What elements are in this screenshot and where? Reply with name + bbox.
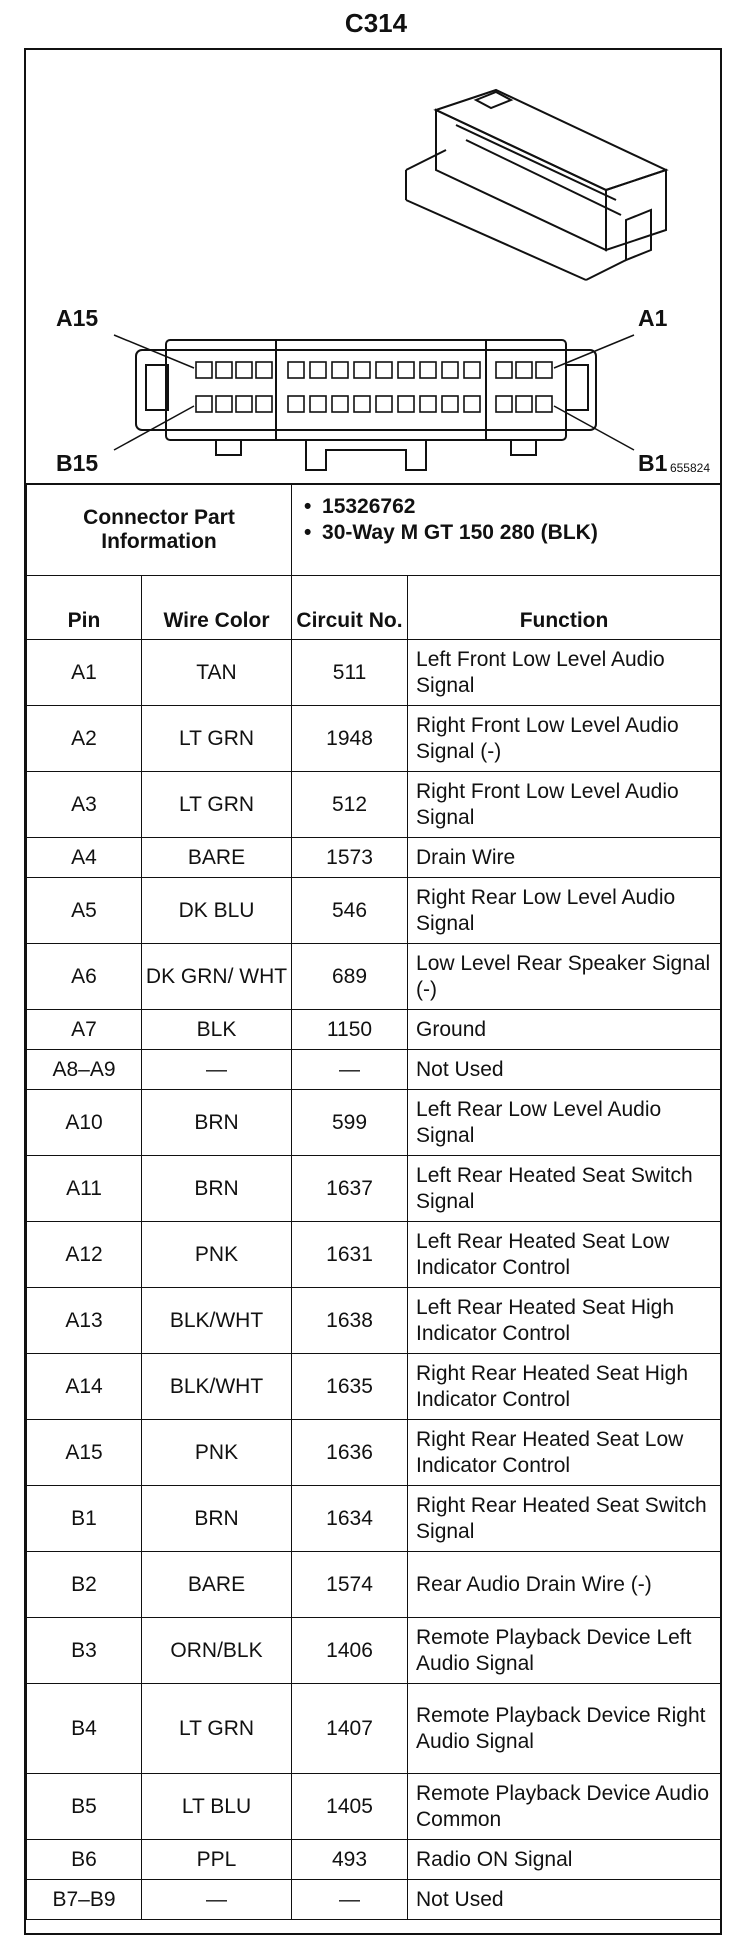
table-row <box>27 838 721 878</box>
cell-wire-color: BRN <box>142 1486 292 1552</box>
label-a1: A1 <box>638 305 668 331</box>
cell-circuit: 1631 <box>292 1222 408 1288</box>
cell-circuit: — <box>292 1050 408 1090</box>
cell-function: Right Rear Heated Seat Low Indicator Control <box>408 1420 721 1486</box>
cell-pin: A1 <box>27 640 142 706</box>
table-row <box>27 1840 721 1880</box>
cell-pin: A10 <box>27 1090 142 1156</box>
cell-pin: A4 <box>27 838 142 878</box>
connector-frame <box>24 48 722 1935</box>
cell-circuit: 1637 <box>292 1156 408 1222</box>
cell-function: Right Front Low Level Audio Signal <box>408 772 721 838</box>
cell-wire-color: BARE <box>142 1552 292 1618</box>
cell-wire-color: — <box>142 1050 292 1090</box>
cell-circuit: 1406 <box>292 1618 408 1684</box>
header-wire-color: Wire Color <box>142 576 292 640</box>
cell-wire-color: BARE <box>142 838 292 878</box>
cell-pin: A8–A9 <box>27 1050 142 1090</box>
cell-wire-color: TAN <box>142 640 292 706</box>
cell-pin: A3 <box>27 772 142 838</box>
cell-function: Right Rear Heated Seat High Indicator Control <box>408 1354 721 1420</box>
cell-pin: B1 <box>27 1486 142 1552</box>
cell-wire-color: — <box>142 1880 292 1920</box>
cell-pin: B5 <box>27 1774 142 1840</box>
cell-pin: B3 <box>27 1618 142 1684</box>
cell-wire-color: LT GRN <box>142 706 292 772</box>
cell-circuit: 1150 <box>292 1010 408 1050</box>
header-circuit: Circuit No. <box>292 576 408 640</box>
pin-leader-lines <box>114 335 634 450</box>
connector-figure <box>26 50 720 485</box>
table-row <box>27 640 721 706</box>
cell-wire-color: PPL <box>142 1840 292 1880</box>
table-row <box>27 1880 721 1920</box>
cell-circuit: 546 <box>292 878 408 944</box>
cell-function: Low Level Rear Speaker Signal (-) <box>408 944 721 1010</box>
cell-wire-color: DK GRN/ WHT <box>142 944 292 1010</box>
cell-wire-color: DK BLU <box>142 878 292 944</box>
connector-info-item: • 15326762 <box>304 494 708 520</box>
cell-function: Left Front Low Level Audio Signal <box>408 640 721 706</box>
cell-function: Ground <box>408 1010 721 1050</box>
table-row <box>27 1552 721 1618</box>
cell-wire-color: PNK <box>142 1420 292 1486</box>
header-row <box>27 576 721 640</box>
cell-function: Right Front Low Level Audio Signal (-) <box>408 706 721 772</box>
cell-function: Left Rear Heated Seat Switch Signal <box>408 1156 721 1222</box>
cell-wire-color: BRN <box>142 1156 292 1222</box>
figure-id: 655824 <box>669 461 710 475</box>
connector-face-view <box>136 340 596 470</box>
table-row <box>27 1684 721 1774</box>
label-b15: B15 <box>56 450 99 476</box>
table-row <box>27 1486 721 1552</box>
header-function: Function <box>408 576 721 640</box>
cell-circuit: 1405 <box>292 1774 408 1840</box>
cell-circuit: 1638 <box>292 1288 408 1354</box>
table-row <box>27 1090 721 1156</box>
cell-pin: A7 <box>27 1010 142 1050</box>
table-row <box>27 706 721 772</box>
connector-info-label: Connector Part Information <box>27 484 292 576</box>
cell-pin: A12 <box>27 1222 142 1288</box>
label-b1: B1 <box>638 450 668 476</box>
cell-function: Not Used <box>408 1880 721 1920</box>
table-row <box>27 1354 721 1420</box>
cell-wire-color: LT BLU <box>142 1774 292 1840</box>
cell-circuit: 1636 <box>292 1420 408 1486</box>
cell-function: Drain Wire <box>408 838 721 878</box>
cell-function: Not Used <box>408 1050 721 1090</box>
cell-pin: B6 <box>27 1840 142 1880</box>
cell-circuit: 1634 <box>292 1486 408 1552</box>
cell-wire-color: ORN/BLK <box>142 1618 292 1684</box>
cell-wire-color: PNK <box>142 1222 292 1288</box>
cell-pin: A2 <box>27 706 142 772</box>
cell-function: Remote Playback Device Left Audio Signal <box>408 1618 721 1684</box>
cell-circuit: 599 <box>292 1090 408 1156</box>
connector-drawing <box>26 50 720 483</box>
table-row <box>27 1288 721 1354</box>
cell-wire-color: BLK/WHT <box>142 1288 292 1354</box>
table-row <box>27 772 721 838</box>
pinout-rows <box>27 640 721 1920</box>
table-row <box>27 1618 721 1684</box>
cell-wire-color: BLK/WHT <box>142 1354 292 1420</box>
cell-circuit: — <box>292 1880 408 1920</box>
cell-circuit: 689 <box>292 944 408 1010</box>
cell-circuit: 493 <box>292 1840 408 1880</box>
page-title: C314 <box>344 8 408 38</box>
cell-circuit: 511 <box>292 640 408 706</box>
connector-info-item: • 30-Way M GT 150 280 (BLK) <box>304 520 708 546</box>
cell-function: Remote Playback Device Audio Common <box>408 1774 721 1840</box>
table-row <box>27 1010 721 1050</box>
cell-pin: A6 <box>27 944 142 1010</box>
table-row <box>27 878 721 944</box>
connector-info-list <box>292 484 721 576</box>
table-row <box>27 1774 721 1840</box>
connector-info-row <box>27 484 721 576</box>
cell-circuit: 1635 <box>292 1354 408 1420</box>
cell-function: Radio ON Signal <box>408 1840 721 1880</box>
cell-pin: A11 <box>27 1156 142 1222</box>
table-row <box>27 1050 721 1090</box>
cell-function: Left Rear Heated Seat High Indicator Control <box>408 1288 721 1354</box>
header-pin: Pin <box>27 576 142 640</box>
cell-pin: A15 <box>27 1420 142 1486</box>
cell-function: Right Rear Heated Seat Switch Signal <box>408 1486 721 1552</box>
cell-wire-color: LT GRN <box>142 772 292 838</box>
label-a15: A15 <box>56 305 99 331</box>
cell-circuit: 1948 <box>292 706 408 772</box>
table-row <box>27 1420 721 1486</box>
table-row <box>27 944 721 1010</box>
cell-pin: A5 <box>27 878 142 944</box>
cell-circuit: 512 <box>292 772 408 838</box>
table-row <box>27 1222 721 1288</box>
pinout-table <box>26 483 721 1920</box>
cell-circuit: 1573 <box>292 838 408 878</box>
table-row <box>27 1156 721 1222</box>
terminal-cavities <box>196 362 552 412</box>
cell-pin: B2 <box>27 1552 142 1618</box>
cell-function: Left Rear Low Level Audio Signal <box>408 1090 721 1156</box>
cell-function: Rear Audio Drain Wire (-) <box>408 1552 721 1618</box>
cell-circuit: 1407 <box>292 1684 408 1774</box>
cell-function: Left Rear Heated Seat Low Indicator Control <box>408 1222 721 1288</box>
cell-wire-color: BRN <box>142 1090 292 1156</box>
connector-isometric-view <box>406 90 666 280</box>
cell-pin: A13 <box>27 1288 142 1354</box>
cell-wire-color: BLK <box>142 1010 292 1050</box>
cell-pin: B7–B9 <box>27 1880 142 1920</box>
cell-circuit: 1574 <box>292 1552 408 1618</box>
cell-function: Remote Playback Device Right Audio Signal <box>408 1684 721 1774</box>
cell-wire-color: LT GRN <box>142 1684 292 1774</box>
cell-function: Right Rear Low Level Audio Signal <box>408 878 721 944</box>
cell-pin: B4 <box>27 1684 142 1774</box>
cell-pin: A14 <box>27 1354 142 1420</box>
